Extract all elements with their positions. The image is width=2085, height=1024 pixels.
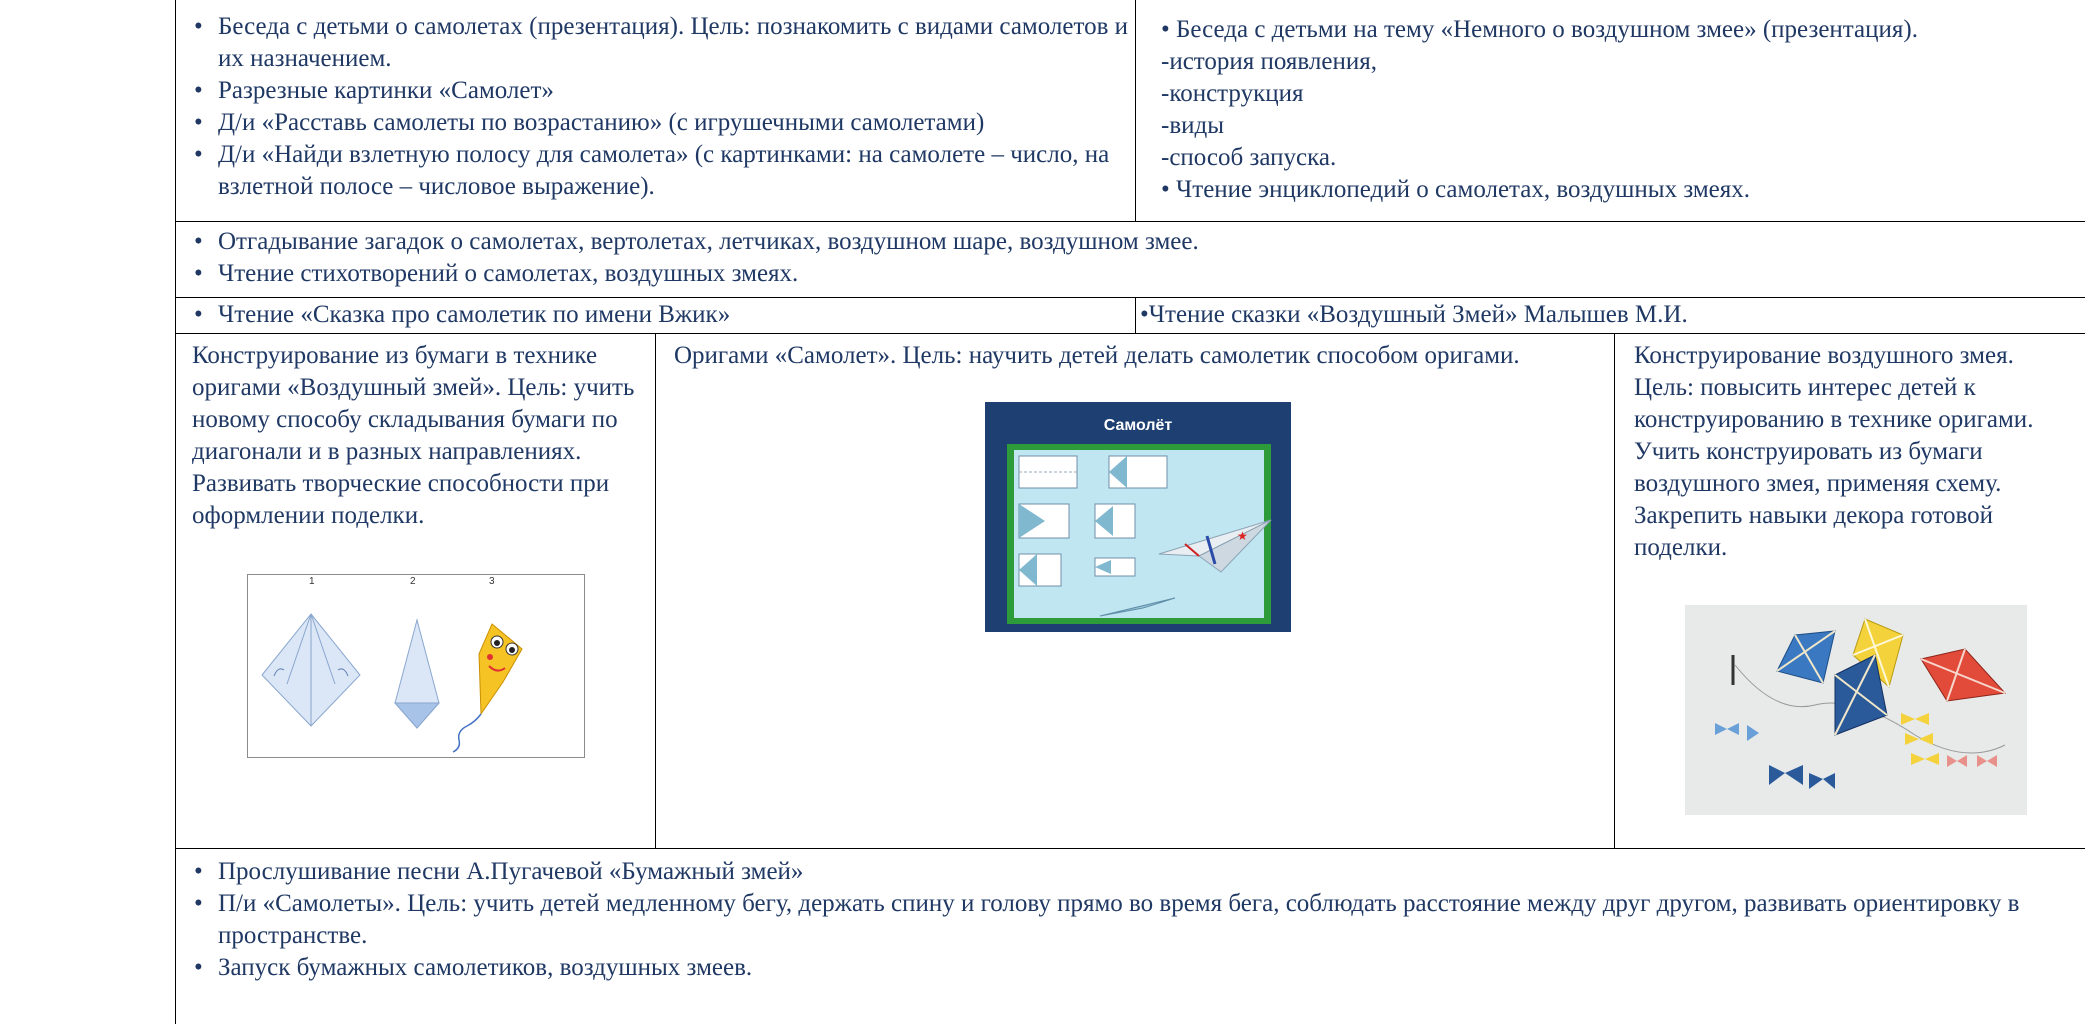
row1-right-line: -история появления, — [1161, 48, 1377, 75]
list-item: • Чтение стихотворений о самолетах, воздушных змеях. — [190, 258, 2070, 290]
slide-title: Самолёт — [1103, 417, 1173, 434]
list-item: • Д/и «Расставь самолеты по возрастанию» (с игрушечными самолетами) — [190, 107, 1130, 139]
table-divider-row4-a — [655, 333, 656, 848]
step-number: 1 — [309, 576, 315, 587]
svg-text:★: ★ — [1237, 529, 1248, 543]
list-item: • Прослушивание песни А.Пугачевой «Бумажный змей» — [190, 856, 2070, 888]
row5-cell — [190, 856, 2070, 984]
list-item: • Отгадывание загадок о самолетах, вертолетах, летчиках, воздушном шаре, воздушном змее. — [190, 226, 2070, 258]
row1-left-list — [190, 11, 1130, 203]
bullet-icon: • — [1140, 301, 1149, 328]
row4-col3-text — [1634, 340, 2079, 564]
list-item: • П/и «Самолеты». Цель: учить детей медленному бегу, держать спину и голову прямо во время бега, соблюдать расстояние между друг другом, развивать ориентировку в пространстве. — [190, 888, 2070, 952]
row3-right-cell — [1140, 299, 2080, 331]
kite-origami-goal: Развивать творческие способности при оформлении поделки. — [192, 470, 610, 529]
row3-right-text: Чтение сказки «Воздушный Змей» Малышев М.И. — [1148, 301, 1688, 328]
step-number: 3 — [489, 576, 495, 587]
list-item: • Беседа с детьми о самолетах (презентация). Цель: познакомить с видами самолетов и их назначением. — [190, 11, 1130, 75]
step-number: 2 — [410, 576, 416, 587]
table-border-left — [175, 0, 176, 1024]
kite-origami-diagram — [247, 574, 585, 758]
row1-right-cell — [1161, 14, 2081, 206]
bullet-icon: • — [1161, 16, 1177, 43]
table-divider-row4-b — [1614, 333, 1615, 848]
table-divider-row1 — [1135, 0, 1136, 221]
table-rule-3 — [175, 333, 2085, 334]
kites-photo — [1685, 605, 2027, 815]
row4-col1-text — [192, 340, 647, 532]
table-rule-1 — [175, 221, 2085, 222]
list-item: • Разрезные картинки «Самолет» — [190, 75, 1130, 107]
row1-right-last: Чтение энциклопедий о самолетах, воздушных змеях. — [1176, 176, 1751, 203]
plane-origami-description: Оригами «Самолет». Цель: научить детей делать самолетик способом оригами. — [674, 342, 1520, 369]
row1-right-line: -способ запуска. — [1161, 144, 1337, 171]
bullet-icon: • — [1161, 176, 1177, 203]
table-rule-2 — [175, 297, 2085, 298]
list-item: • Запуск бумажных самолетиков, воздушных змеев. — [190, 952, 2070, 984]
kite-origami-description: Конструирование из бумаги в технике оригами «Воздушный змей». Цель: учить новому способу складывания бумаги по диагонали и в разных направлениях. — [192, 342, 635, 465]
row2-cell — [190, 226, 2070, 290]
row3-left-cell — [190, 299, 1130, 331]
row4-col2-text — [674, 340, 1604, 372]
table-rule-4 — [175, 848, 2085, 849]
table-divider-row3 — [1135, 297, 1136, 333]
row1-right-line: -конструкция — [1161, 80, 1304, 107]
list-item: • Чтение «Сказка про самолетик по имени Вжик» — [190, 299, 1130, 331]
row1-right-line: -виды — [1161, 112, 1225, 139]
row1-right-first: Беседа с детьми на тему «Немного о воздушном змее» (презентация). — [1176, 16, 1918, 43]
list-item: • Д/и «Найди взлетную полосу для самолета» (с картинками: на самолете – число, на взлетной полосе – числовое выражение). — [190, 139, 1130, 203]
kite-construction-description: Конструирование воздушного змея. Цель: повысить интерес детей к конструированию в технике оригами. Учить конструировать из бумаги воздушного змея, применяя схему. Закрепить навыки декора готовой поделки. — [1634, 342, 2034, 561]
plane-origami-slide — [985, 402, 1291, 632]
row1-left-cell — [190, 11, 1130, 203]
